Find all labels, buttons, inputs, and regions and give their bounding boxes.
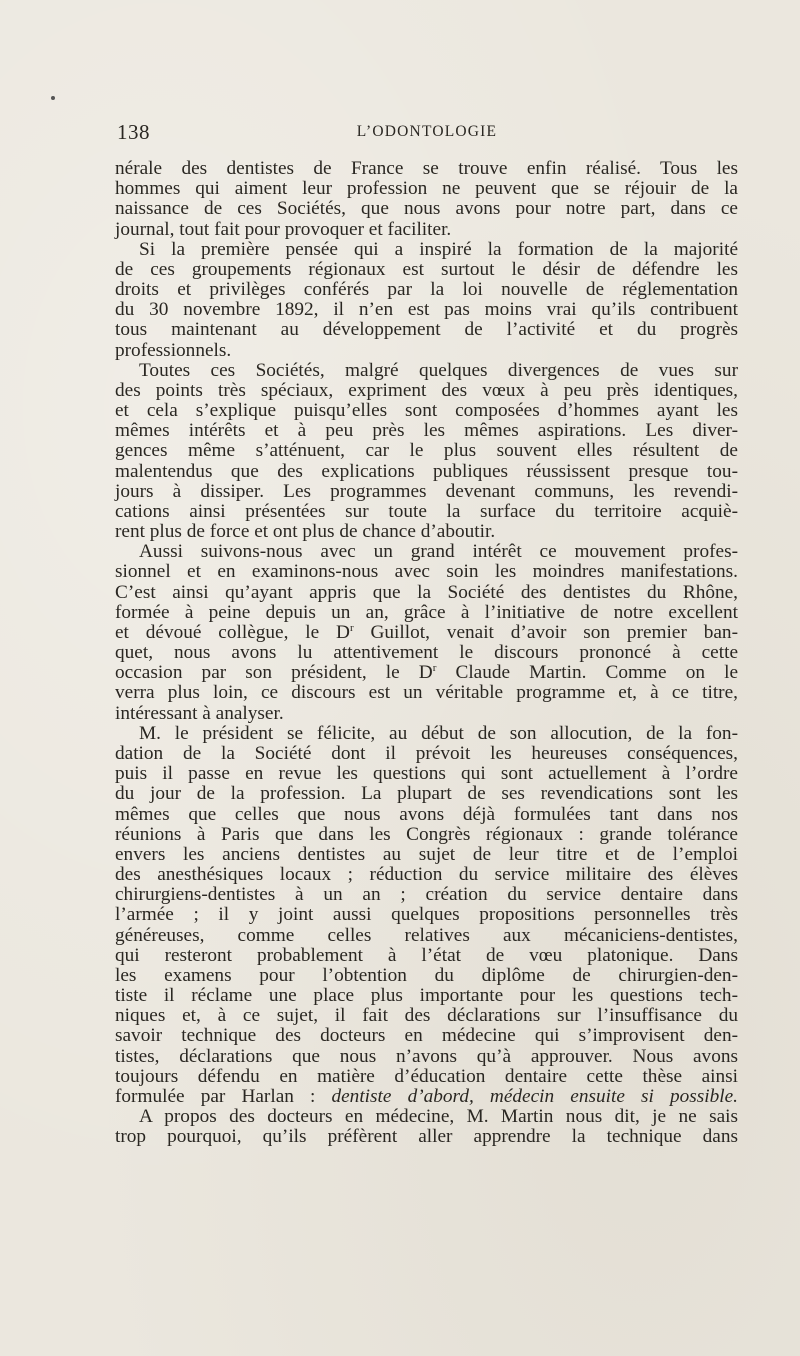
text-line: Si la première pensée qui a inspiré la formation de la majorité	[139, 238, 738, 260]
text-line: puis il passe en revue les questions qui sont actuellement à l’ordre	[115, 763, 738, 785]
text-line: tous maintenant au développement de l’activité et du progrès	[115, 319, 738, 341]
text-line: quet, nous avons lu attentivement le discours prononcé à cette	[115, 642, 738, 664]
text-line: chirurgiens-dentistes à un an ; création du service dentaire dans	[115, 884, 738, 906]
text-line: malentendus que des explications publiques réussissent presque tou-	[115, 460, 738, 482]
text-line	[115, 623, 738, 643]
text-line: des points très spéciaux, expriment des vœux à peu près identiques,	[115, 379, 738, 401]
superscript: r	[349, 621, 354, 634]
text-line: gences même s’atténuent, car le plus souvent elles résultent de	[115, 440, 738, 462]
text-line: et cela s’explique puisqu’elles sont composées d’hommes ayant les	[115, 400, 738, 422]
text-line: l’armée ; il y joint aussi quelques propositions personnelles très	[115, 904, 738, 926]
text-line: nérale des dentistes de France se trouve enfin réalisé. Tous les	[115, 158, 738, 179]
text-line: professionnels.	[115, 339, 232, 361]
text-line: dation de la Société dont il prévoit les heureuses conséquences,	[115, 742, 738, 764]
text-line: C’est ainsi qu’ayant appris que la Société des dentistes du Rhône,	[115, 581, 738, 603]
text-line: mêmes que celles que nous avons déjà formulées tant dans nos	[115, 803, 738, 825]
text-line: sionnel et en examinons-nous avec soin les moindres manifestations.	[115, 561, 738, 583]
text-line: droits et privilèges conférés par la loi nouvelle de réglementation	[115, 279, 738, 301]
text-line: verra plus loin, ce discours est un véritable programme et, à ce titre,	[115, 682, 738, 704]
text-line: A propos des docteurs en médecine, M. Martin nous dit, je ne sais	[139, 1106, 738, 1128]
ink-speck	[51, 96, 55, 100]
running-title: L’ODONTOLOGIE	[356, 123, 498, 140]
text-fragment: Guillot, venait d’avoir son premier ban-	[353, 621, 738, 643]
text-line: formée à peine depuis un an, grâce à l’initiative de notre excellent	[115, 601, 738, 623]
text-line: du 30 novembre 1892, il n’en est pas moins vrai qu’ils contribuent	[115, 299, 738, 321]
text-line: intéressant à analyser.	[115, 702, 284, 724]
text-line: cations ainsi présentées sur toute la surface du territoire acquiè-	[115, 500, 738, 522]
text-line: réunions à Paris que dans les Congrès régionaux : grande tolérance	[115, 823, 738, 845]
text-line: de ces groupements régionaux est surtout le désir de défendre les	[115, 258, 738, 280]
text-line: jours à dissiper. Les programmes devenant communs, les revendi-	[115, 480, 738, 502]
text-line: tiste il réclame une place plus importante pour les questions tech-	[115, 985, 738, 1007]
text-line: naissance de ces Sociétés, que nous avons pour notre part, dans ce	[115, 198, 738, 220]
text-fragment: formulée par Harlan :	[115, 1085, 332, 1107]
text-line: qui resteront probablement à l’état de vœu platonique. Dans	[115, 944, 738, 966]
text-line: niques et, à ce sujet, il fait des déclarations sur l’insuffisance du	[115, 1005, 738, 1027]
text-fragment: et dévoué collègue, le D	[115, 621, 350, 643]
body-text	[115, 159, 738, 1147]
text-line: envers les anciens dentistes au sujet de leur titre et de l’emploi	[115, 843, 738, 865]
text-line: les examens pour l’obtention du diplôme de chirurgien-den-	[115, 964, 738, 986]
text-line: savoir technique des docteurs en médecine qui s’improvisent den-	[115, 1025, 738, 1047]
page-header	[117, 120, 737, 146]
text-line: des anesthésiques locaux ; réduction du service militaire des élèves	[115, 864, 738, 886]
text-line: généreuses, comme celles relatives aux mécaniciens-dentistes,	[115, 924, 738, 946]
superscript: r	[432, 662, 437, 675]
text-line: rent plus de force et ont plus de chance d’aboutir.	[115, 521, 496, 543]
text-line: tistes, déclarations que nous n’avons qu’à approuver. Nous avons	[115, 1045, 738, 1067]
text-line: M. le président se félicite, au début de son allocution, de la fon-	[139, 722, 738, 744]
page-number: 138	[117, 120, 150, 144]
text-line: du jour de la profession. La plupart de ses revendications sont les	[115, 783, 738, 805]
text-line: trop pourquoi, qu’ils préfèrent aller apprendre la technique dans	[115, 1126, 738, 1148]
text-line: Toutes ces Sociétés, malgré quelques divergences de vues sur	[139, 359, 738, 381]
text-line: Aussi suivons-nous avec un grand intérêt ce mouvement profes-	[139, 541, 738, 563]
text-line	[115, 1087, 738, 1107]
text-fragment: Claude Martin. Comme on le	[436, 662, 738, 684]
text-line: toujours défendu en matière d’éducation dentaire cette thèse ainsi	[115, 1065, 738, 1087]
italic-quote: dentiste d’abord, médecin ensuite si possible.	[331, 1085, 738, 1107]
text-line: mêmes intérêts et à peu près les mêmes aspirations. Les diver-	[115, 420, 738, 442]
text-fragment: occasion par son président, le D	[115, 662, 433, 684]
text-line: hommes qui aiment leur profession ne peuvent que se réjouir de la	[115, 178, 738, 200]
text-line: journal, tout fait pour provoquer et faciliter.	[115, 218, 452, 240]
text-line	[115, 663, 738, 683]
